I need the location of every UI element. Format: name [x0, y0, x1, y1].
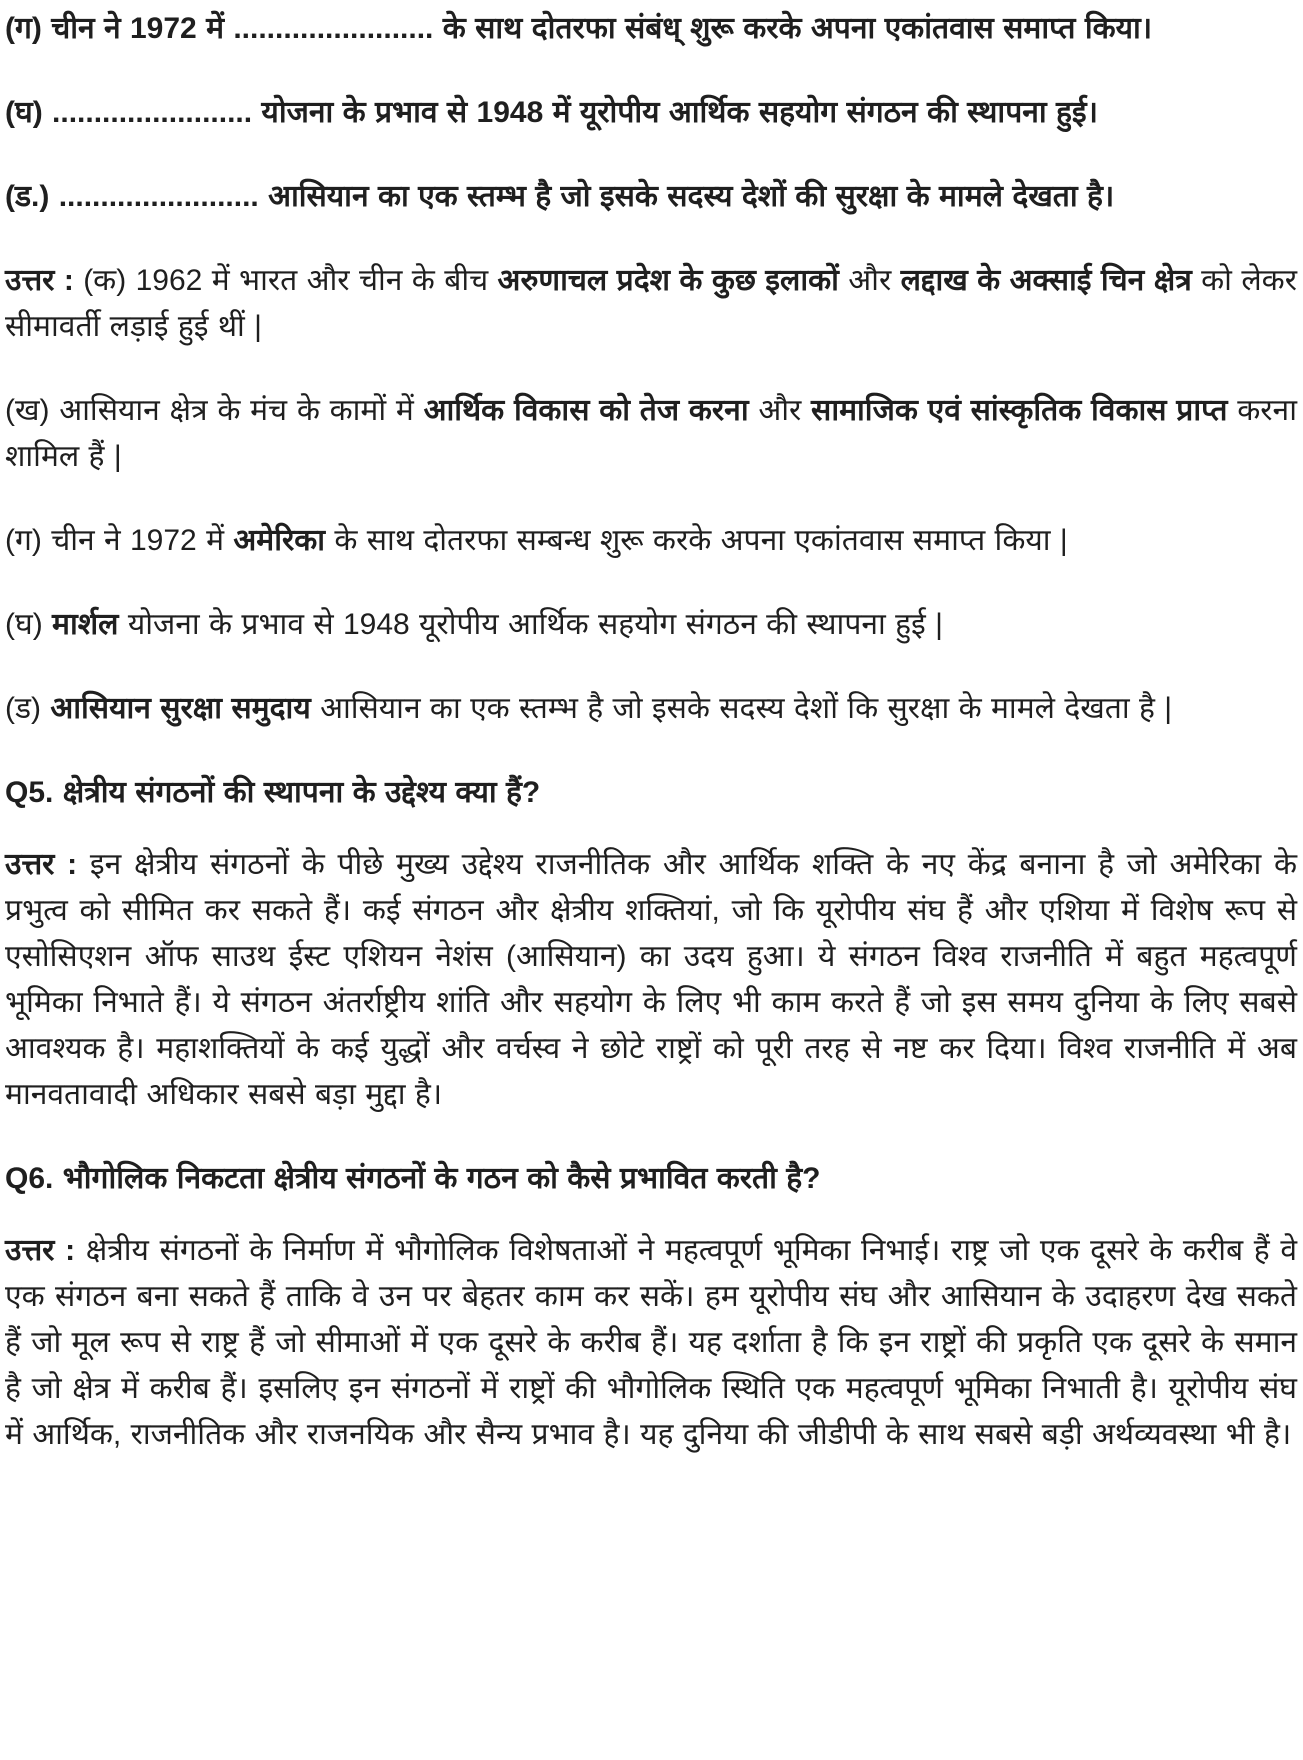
question-q6-heading: Q6. भौगोलिक निकटता क्षेत्रीय संगठनों के गठन को कैसे प्रभावित करती है?: [5, 1162, 821, 1195]
answer-q6-paragraph: उत्तर : क्षेत्रीय संगठनों के निर्माण में भौगोलिक विशेषताओं ने महत्वपूर्ण भूमिका निभाई। राष्ट्र जो एक दूसरे के करीब हैं वे एक संगठन बना सकते हैं ताकि वे उन पर बेहतर काम कर सकें। हम यूरोपीय संघ और आसियान के उदाहरण देख सकते हैं जो मूल रूप से राष्ट्र हैं जो सीमाओं में एक दूसरे के करीब हैं। यह दर्शाता है कि इन राष्ट्रों की प्रकृति एक दूसरे के समान है जो क्षेत्र में करीब हैं। इसलिए इन संगठनों में राष्ट्रों की भौगोलिक स्थिति एक महत्वपूर्ण भूमिका निभाती है। यूरोपीय संघ में आर्थिक, राजनीतिक और राजनयिक और सैन्य प्रभाव है। यह दुनिया की जीडीपी के साथ सबसे बड़ी अर्थव्यवस्था भी है।: [5, 1234, 1298, 1451]
fill-blank-item-gha: (घ) ........................ योजना के प्रभाव से 1948 में यूरोपीय आर्थिक सहयोग संगठन की स्थापना हुई।: [5, 96, 1099, 129]
fill-blank-item-dda: (ड.) ........................ आसियान का एक स्तम्भ है जो इसके सदस्य देशों की सुरक्षा के मामले देखता है।: [5, 180, 1115, 213]
answer-item-kha: (ख) आसियान क्षेत्र के मंच के कामों में आर्थिक विकास को तेज करना और सामाजिक एवं सांस्कृतिक विकास प्राप्त करना शामिल हैं |: [5, 394, 1297, 473]
fill-blank-item-ga: (ग) चीन ने 1972 में ........................ के साथ दोतरफा संबंध् शुरू करके अपना एकांतवास समाप्त किया।: [5, 12, 1153, 45]
answer-item-dda: (ड) आसियान सुरक्षा समुदाय आसियान का एक स्तम्भ है जो इसके सदस्य देशों कि सुरक्षा के मामले देखता है |: [5, 692, 1173, 725]
question-q5-heading: Q5. क्षेत्रीय संगठनों की स्थापना के उद्देश्य क्या हैं?: [5, 776, 541, 809]
answer-q5-paragraph: उत्तर : इन क्षेत्रीय संगठनों के पीछे मुख्य उद्देश्य राजनीतिक और आर्थिक शक्ति के नए केंद्र बनाना है जो अमेरिका के प्रभुत्व को सीमित कर सकते हैं। कई संगठन और क्षेत्रीय शक्तियां, जो कि यूरोपीय संघ हैं और एशिया में विशेष रूप से एसोसिएशन ऑफ साउथ ईस्ट एशियन नेशंस (आसियान) का उदय हुआ। ये संगठन विश्व राजनीति में बहुत महत्वपूर्ण भूमिका निभाते हैं। ये संगठन अंतर्राष्ट्रीय शांति और सहयोग के लिए भी काम करते हैं जो इस समय दुनिया के लिए सबसे आवश्यक है। महाशक्तियों के कई युद्धों और वर्चस्व ने छोटे राष्ट्रों को पूरी तरह से नष्ट कर दिया। विश्व राजनीति में अब मानवतावादी अधिकार सबसे बड़ा मुद्दा है।: [5, 848, 1298, 1111]
answer-item-gha: (घ) मार्शल योजना के प्रभाव से 1948 यूरोपीय आर्थिक सहयोग संगठन की स्थापना हुई |: [5, 608, 943, 641]
answer-item-ka: उत्तर : (क) 1962 में भारत और चीन के बीच अरुणाचल प्रदेश के कुछ इलाकों और लद्दाख के अक्साई चिन क्षेत्र को लेकर सीमावर्ती लड़ाई हुई थीं |: [5, 264, 1297, 343]
answer-item-ga: (ग) चीन ने 1972 में अमेरिका के साथ दोतरफा सम्बन्ध शुरू करके अपना एकांतवास समाप्त किया |: [5, 524, 1068, 557]
